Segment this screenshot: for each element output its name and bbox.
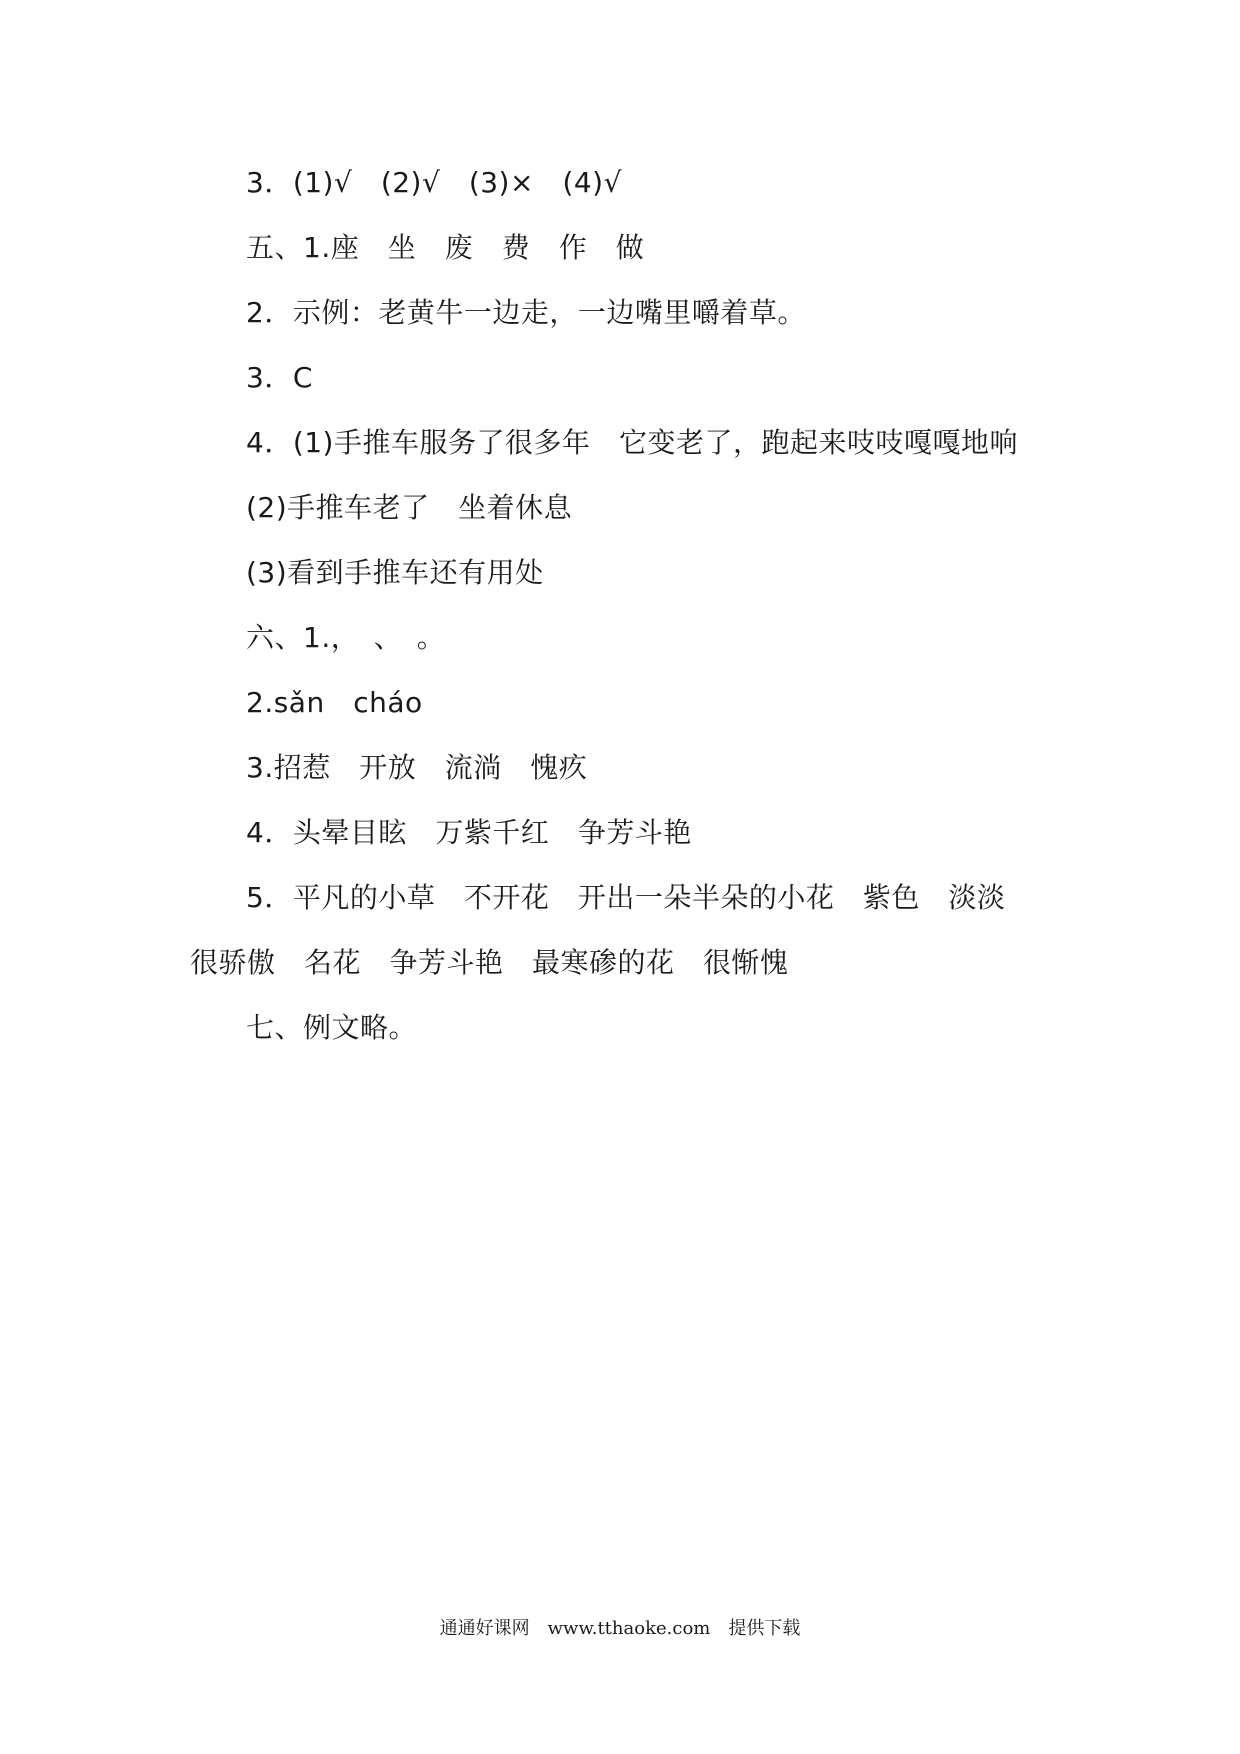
page-footer: 通通好课网 www.tthaoke.com 提供下载	[439, 1618, 801, 1639]
answer-line: 5．平凡的小草 不开花 开出一朵半朵的小花 紫色 淡淡	[246, 881, 1006, 914]
answer-line: 六、1.， 、 。	[246, 621, 446, 654]
answer-line: 2.sǎn cháo	[246, 686, 423, 719]
answer-line: 2．示例：老黄牛一边走，一边嘴里嚼着草。	[246, 296, 806, 329]
answer-line: 七、例文略。	[246, 1011, 418, 1044]
answer-line: 3．(1)√ (2)√ (3)× (4)√	[246, 166, 622, 199]
answer-line: 五、1.座 坐 废 费 作 做	[246, 231, 645, 264]
answer-line: 很骄傲 名花 争芳斗艳 最寒碜的花 很惭愧	[190, 946, 789, 979]
answer-line: (3)看到手推车还有用处	[246, 556, 544, 589]
answer-line: 4．头晕目眩 万紫千红 争芳斗艳	[246, 816, 692, 849]
answer-line: 4．(1)手推车服务了很多年 它变老了，跑起来吱吱嘎嘎地响	[246, 426, 1018, 459]
answer-line: (2)手推车老了 坐着休息	[246, 491, 573, 524]
answer-line: 3.招惹 开放 流淌 愧疚	[246, 751, 588, 784]
answer-line: 3．C	[246, 361, 313, 394]
